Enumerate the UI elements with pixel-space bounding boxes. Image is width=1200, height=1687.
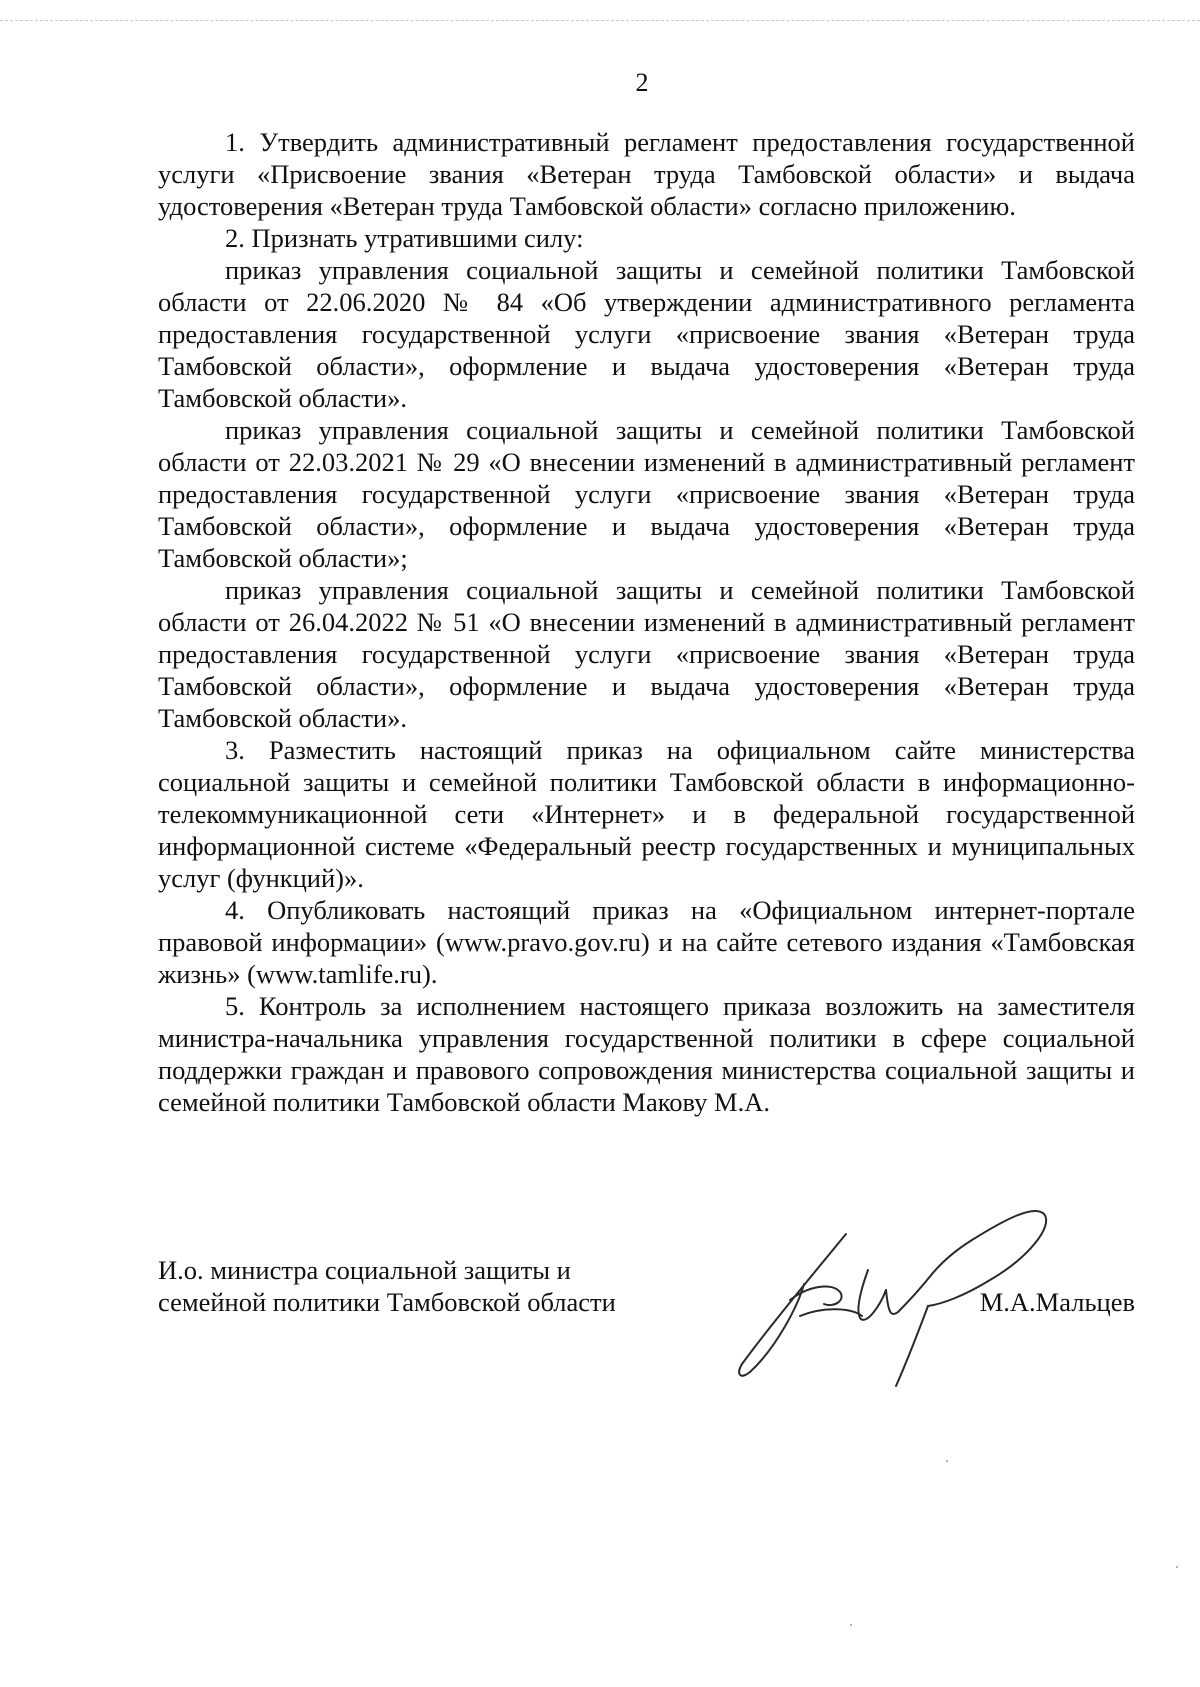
scan-speck: [850, 1624, 852, 1626]
scan-top-edge: [0, 20, 1200, 21]
paragraph-repealed-order-29: приказ управления социальной защиты и семейной политики Тамбовской области от 22.03.2021 № 29 «О внесении изменений в административный регламент предоставления государственной услуги «присвоение звания «Ветеран труда Тамбовской области», оформление и выдача удостоверения «Ветеран труда Тамбовской области»;: [158, 415, 1135, 573]
signer-name: М.А.Мальцев: [979, 1287, 1135, 1317]
paragraph-repealed-order-51: приказ управления социальной защиты и семейной политики Тамбовской области от 26.04.2022 № 51 «О внесении изменений в административный регламент предоставления государственной услуги «присвоение звания «Ветеран труда Тамбовской области», оформление и выдача удостоверения «Ветеран труда Тамбовской области».: [158, 575, 1135, 733]
scan-speck: [946, 1460, 948, 1462]
signer-title: [158, 1254, 678, 1318]
paragraph-control-assignment: 5. Контроль за исполнением настоящего приказа возложить на заместителя министра-начальника управления государственной политики в сфере социальной поддержки граждан и правового сопровождения министерства социальной защиты и семейной политики Тамбовской области Макову М.А.: [158, 991, 1135, 1117]
paragraph-repeal-heading: 2. Признать утратившими силу:: [225, 223, 584, 253]
paragraph-publish-legal-portal: 4. Опубликовать настоящий приказ на «Официальном интернет-портале правовой информации» (www.pravo.gov.ru) и на сайте сетевого издания «Тамбовская жизнь» (www.tamlife.ru).: [158, 895, 1135, 989]
page-number: 2: [635, 68, 649, 97]
paragraph-repealed-order-84: приказ управления социальной защиты и семейной политики Тамбовской области от 22.06.2020 № 84 «Об утверждении административного регламента предоставления государственной услуги «присвоение звания «Ветеран труда Тамбовской области», оформление и выдача удостоверения «Ветеран труда Тамбовской области».: [158, 255, 1135, 413]
paragraph-publish-website: 3. Разместить настоящий приказ на официальном сайте министерства социальной защиты и семейной политики Тамбовской области в информационно-телекоммуникационной сети «Интернет» и в федеральной государственной информационной системе «Федеральный реестр государственных и муниципальных услуг (функций)».: [158, 735, 1135, 893]
document-body: [158, 126, 1135, 1118]
scan-speck: [1176, 1566, 1178, 1568]
signer-title-line-2: семейной политики Тамбовской области: [158, 1287, 616, 1317]
signature-block: [158, 1254, 1135, 1374]
paragraph-approve-regulation: 1. Утвердить административный регламент предоставления государственной услуги «Присвоение звания «Ветеран труда Тамбовской области» и выдача удостоверения «Ветеран труда Тамбовской области» согласно приложению.: [158, 127, 1135, 221]
signer-title-line-1: И.о. министра социальной защиты и: [158, 1255, 571, 1285]
